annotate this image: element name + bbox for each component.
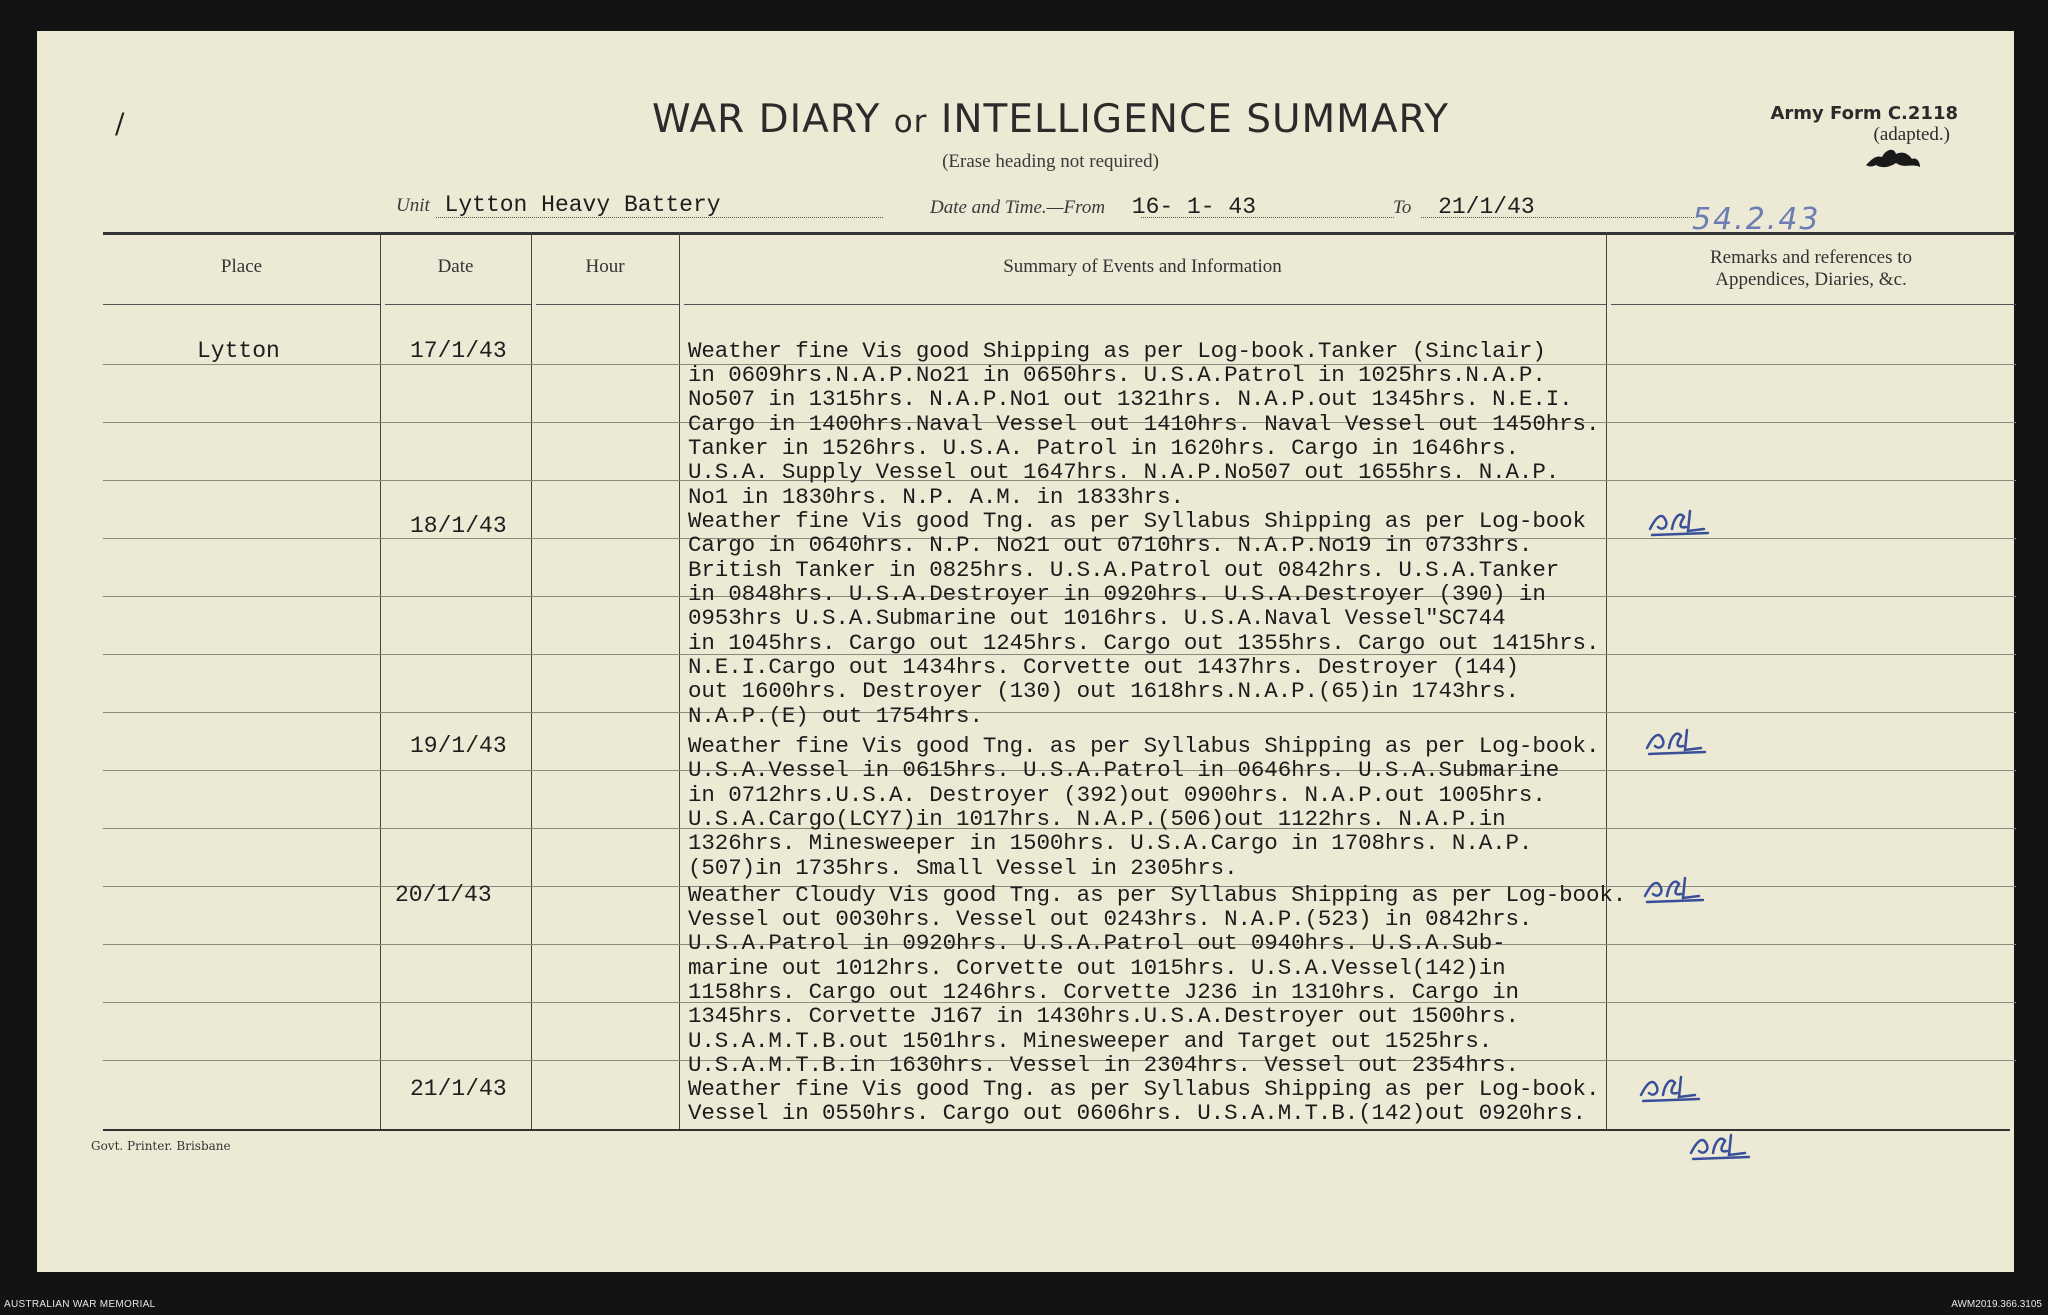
summary-line: Tanker in 1526hrs. U.S.A. Patrol in 1620hrs. Cargo in 1646hrs. (688, 435, 1519, 461)
column-header-summary: Summary of Events and Information (1003, 256, 1282, 277)
ruled-line (103, 712, 2016, 713)
summary-line: Weather Cloudy Vis good Tng. as per Syllabus Shipping as per Log-book. (688, 882, 1627, 908)
form-title (37, 97, 2014, 142)
summary-line: (507)in 1735hrs. Small Vessel in 2305hrs. (688, 855, 1238, 881)
summary-line: Weather fine Vis good Tng. as per Syllabus Shipping as per Log-book. (688, 733, 1600, 759)
handwritten-reference: 54.2.43 (1692, 202, 1821, 237)
summary-line: Cargo in 0640hrs. N.P. No21 out 0710hrs. N.A.P.No19 in 0733hrs. (688, 532, 1533, 558)
summary-line: No1 in 1830hrs. N.P. A.M. in 1833hrs. (688, 484, 1184, 510)
date-cell: 20/1/43 (395, 882, 492, 908)
army-form-number: Army Form C.2118 (1770, 103, 1958, 124)
summary-line: 0953hrs U.S.A.Submarine out 1016hrs. U.S.A.Naval Vessel"SC744 (688, 605, 1506, 631)
column-header-date: Date (437, 256, 474, 277)
summary-line: Vessel in 0550hrs. Cargo out 0606hrs. U.S.A.M.T.B.(142)out 0920hrs. (688, 1100, 1586, 1126)
form-subtitle: (Erase heading not required) (942, 151, 1159, 172)
divider-date-hour (531, 232, 532, 1129)
unit-field (396, 192, 721, 218)
summary-line: out 1600hrs. Destroyer (130) out 1618hrs.N.A.P.(65)in 1743hrs. (688, 678, 1519, 704)
summary-line: marine out 1012hrs. Corvette out 1015hrs. U.S.A.Vessel(142)in (688, 955, 1506, 981)
diary-page (37, 31, 2014, 1272)
summary-line: in 0609hrs.N.A.P.No21 in 0650hrs. U.S.A.Patrol in 1025hrs.N.A.P. (688, 362, 1546, 388)
summary-line: U.S.A.Vessel in 0615hrs. U.S.A.Patrol in 0646hrs. U.S.A.Submarine (688, 757, 1560, 783)
date-to-label: To (1393, 197, 1412, 218)
summary-line: in 0848hrs. U.S.A.Destroyer in 0920hrs. U.S.A.Destroyer (390) in (688, 581, 1546, 607)
divider-place-date (380, 232, 381, 1129)
summary-line: U.S.A.M.T.B.out 1501hrs. Minesweeper and Target out 1525hrs. (688, 1028, 1493, 1054)
summary-line: Weather fine Vis good Shipping as per Log-book.Tanker (Sinclair) (688, 338, 1546, 364)
summary-line: Vessel out 0030hrs. Vessel out 0243hrs. N.A.P.(523) in 0842hrs. (688, 906, 1533, 932)
title-war-diary: WAR DIARY (652, 97, 881, 142)
divider-summary-remarks (1606, 232, 1607, 1129)
date-from-underline (1141, 217, 1394, 218)
header-underline-place (103, 304, 380, 305)
place-cell: Lytton (197, 338, 280, 364)
summary-line: U.S.A.M.T.B.in 1630hrs. Vessel in 2304hrs. Vessel out 2354hrs. (688, 1052, 1519, 1078)
summary-line: Weather fine Vis good Tng. as per Syllabus Shipping as per Log-book (688, 508, 1586, 534)
header-underline-remarks (1611, 304, 2016, 305)
summary-line: No507 in 1315hrs. N.A.P.No1 out 1321hrs. N.A.P.out 1345hrs. N.E.I. (688, 386, 1573, 412)
date-to-underline (1421, 217, 1694, 218)
date-from-value: 16- 1- 43 (1131, 194, 1257, 220)
summary-line: 1345hrs. Corvette J167 in 1430hrs.U.S.A.Destroyer out 1500hrs. (688, 1003, 1519, 1029)
title-intelligence-summary: INTELLIGENCE SUMMARY (940, 97, 1449, 142)
summary-line: 1326hrs. Minesweeper in 1500hrs. U.S.A.Cargo in 1708hrs. N.A.P. (688, 830, 1533, 856)
army-form-label (1770, 103, 1958, 146)
column-header-remarks (1606, 247, 2016, 291)
summary-line: Cargo in 1400hrs.Naval Vessel out 1410hrs. Naval Vessel out 1450hrs. (688, 411, 1600, 437)
summary-line: in 1045hrs. Cargo out 1245hrs. Cargo out 1355hrs. Cargo out 1415hrs. (688, 630, 1600, 656)
summary-line: British Tanker in 0825hrs. U.S.A.Patrol out 0842hrs. U.S.A.Tanker (688, 557, 1560, 583)
header-underline-hour (536, 304, 679, 305)
divider-hour-summary (679, 232, 680, 1129)
header-underline-date (385, 304, 531, 305)
summary-line: N.A.P.(E) out 1754hrs. (688, 703, 983, 729)
handwritten-initials-icon (1639, 870, 1709, 906)
handwritten-initials-icon (1644, 503, 1714, 539)
header-underline-summary (684, 304, 1606, 305)
table-top-border (103, 232, 2016, 235)
summary-line: N.E.I.Cargo out 1434hrs. Corvette out 1437hrs. Destroyer (144) (688, 654, 1519, 680)
date-from-label: Date and Time.—From (930, 197, 1106, 218)
army-form-adapted: (adapted.) (1873, 124, 1950, 145)
summary-line: U.S.A.Cargo(LCY7)in 1017hrs. N.A.P.(506)out 1122hrs. N.A.P.in (688, 806, 1506, 832)
date-to-value: 21/1/43 (1438, 194, 1535, 220)
summary-line: 1158hrs. Cargo out 1246hrs. Corvette J236 in 1310hrs. Cargo in (688, 979, 1519, 1005)
title-or: or (893, 104, 928, 140)
remarks-header-line-1: Remarks and references to (1709, 247, 1913, 268)
summary-line: U.S.A. Supply Vessel out 1647hrs. N.A.P.No507 out 1655hrs. N.A.P. (688, 459, 1560, 485)
date-cell: 17/1/43 (410, 338, 507, 364)
summary-line: U.S.A.Patrol in 0920hrs. U.S.A.Patrol out 0940hrs. U.S.A.Sub- (688, 930, 1506, 956)
unit-label: Unit (396, 195, 430, 216)
date-cell: 21/1/43 (410, 1076, 507, 1102)
accession-number: AWM2019.366.3105 (1951, 1299, 2042, 1310)
handwritten-initials-icon (1635, 1069, 1705, 1105)
unit-underline (436, 217, 883, 218)
date-cell: 18/1/43 (410, 513, 507, 539)
printer-imprint: Govt. Printer. Brisbane (91, 1139, 231, 1153)
handwritten-initials-icon (1641, 722, 1711, 758)
column-header-place: Place (220, 256, 263, 277)
summary-line: Weather fine Vis good Tng. as per Syllabus Shipping as per Log-book. (688, 1076, 1600, 1102)
summary-line: in 0712hrs.U.S.A. Destroyer (392)out 0900hrs. N.A.P.out 1005hrs. (688, 782, 1546, 808)
archive-credit: AUSTRALIAN WAR MEMORIAL (4, 1299, 156, 1310)
remarks-header-line-2: Appendices, Diaries, &c. (1715, 269, 1907, 290)
page-mark: / (115, 107, 125, 140)
date-cell: 19/1/43 (410, 733, 507, 759)
handwritten-initials-icon (1685, 1127, 1755, 1163)
unit-value: Lytton Heavy Battery (444, 192, 721, 218)
column-header-hour: Hour (585, 256, 625, 277)
ink-stamp-icon (1864, 145, 1922, 171)
